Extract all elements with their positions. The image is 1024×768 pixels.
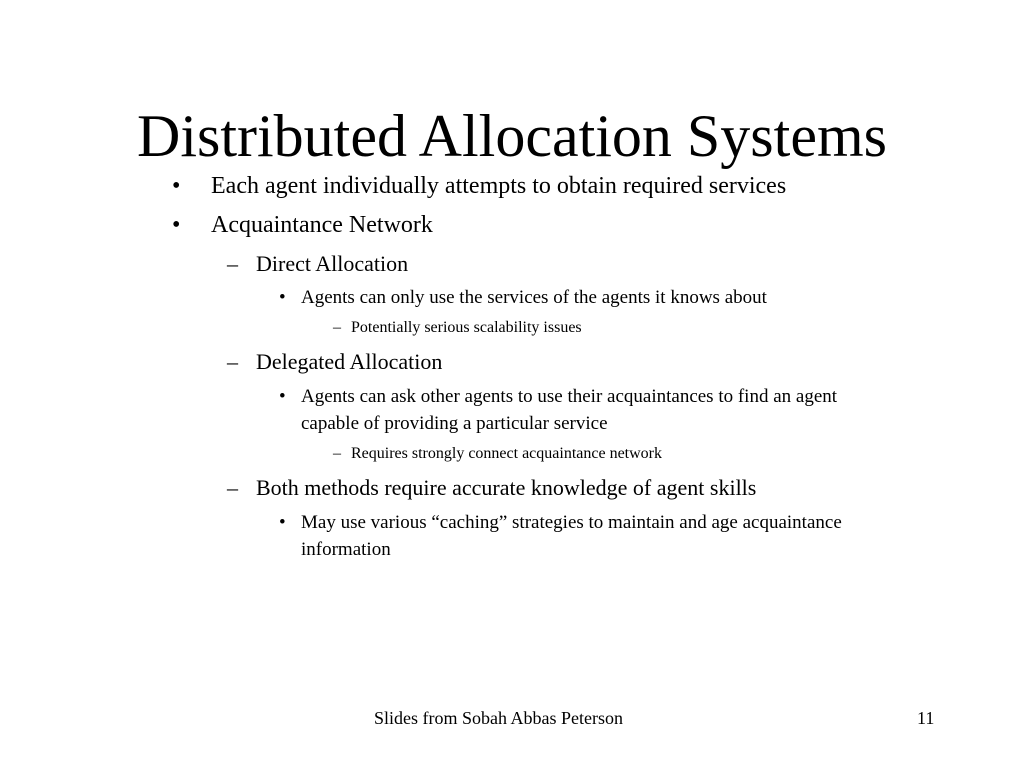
subbullet-direct-allocation: Direct Allocation — [256, 251, 409, 276]
slide-title: Distributed Allocation Systems — [137, 103, 887, 169]
subbullet-caching-line1: May use various “caching” strategies to maintain and age acquaintance — [301, 512, 842, 533]
dash-marker: – — [333, 445, 341, 462]
page-number: 11 — [917, 708, 935, 728]
subbullet-scalability-issues: Potentially serious scalability issues — [351, 319, 582, 336]
bullet-marker: • — [172, 173, 181, 199]
bullet-marker: • — [279, 386, 286, 407]
dash-marker: – — [227, 251, 238, 276]
subbullet-delegated-allocation: Delegated Allocation — [256, 349, 443, 374]
footer-credit: Slides from Sobah Abbas Peterson — [374, 708, 623, 728]
bullet-marker: • — [279, 287, 286, 308]
subbullet-ask-other-agents-line1: Agents can ask other agents to use their acquaintances to find an agent — [301, 386, 838, 407]
bullet-acquaintance-network: Acquaintance Network — [211, 212, 433, 238]
subbullet-strongly-connect: Requires strongly connect acquaintance network — [351, 445, 662, 462]
subbullet-both-methods: Both methods require accurate knowledge of agent skills — [256, 475, 757, 500]
bullet-marker: • — [172, 212, 181, 238]
subbullet-caching-line2: information — [301, 539, 391, 560]
dash-marker: – — [227, 475, 238, 500]
bullet-marker: • — [279, 512, 286, 533]
dash-marker: – — [227, 349, 238, 374]
subbullet-agents-only-known: Agents can only use the services of the agents it knows about — [301, 287, 767, 308]
bullet-each-agent: Each agent individually attempts to obtain required services — [211, 173, 787, 199]
subbullet-ask-other-agents-line2: capable of providing a particular service — [301, 413, 608, 434]
dash-marker: – — [333, 319, 341, 336]
